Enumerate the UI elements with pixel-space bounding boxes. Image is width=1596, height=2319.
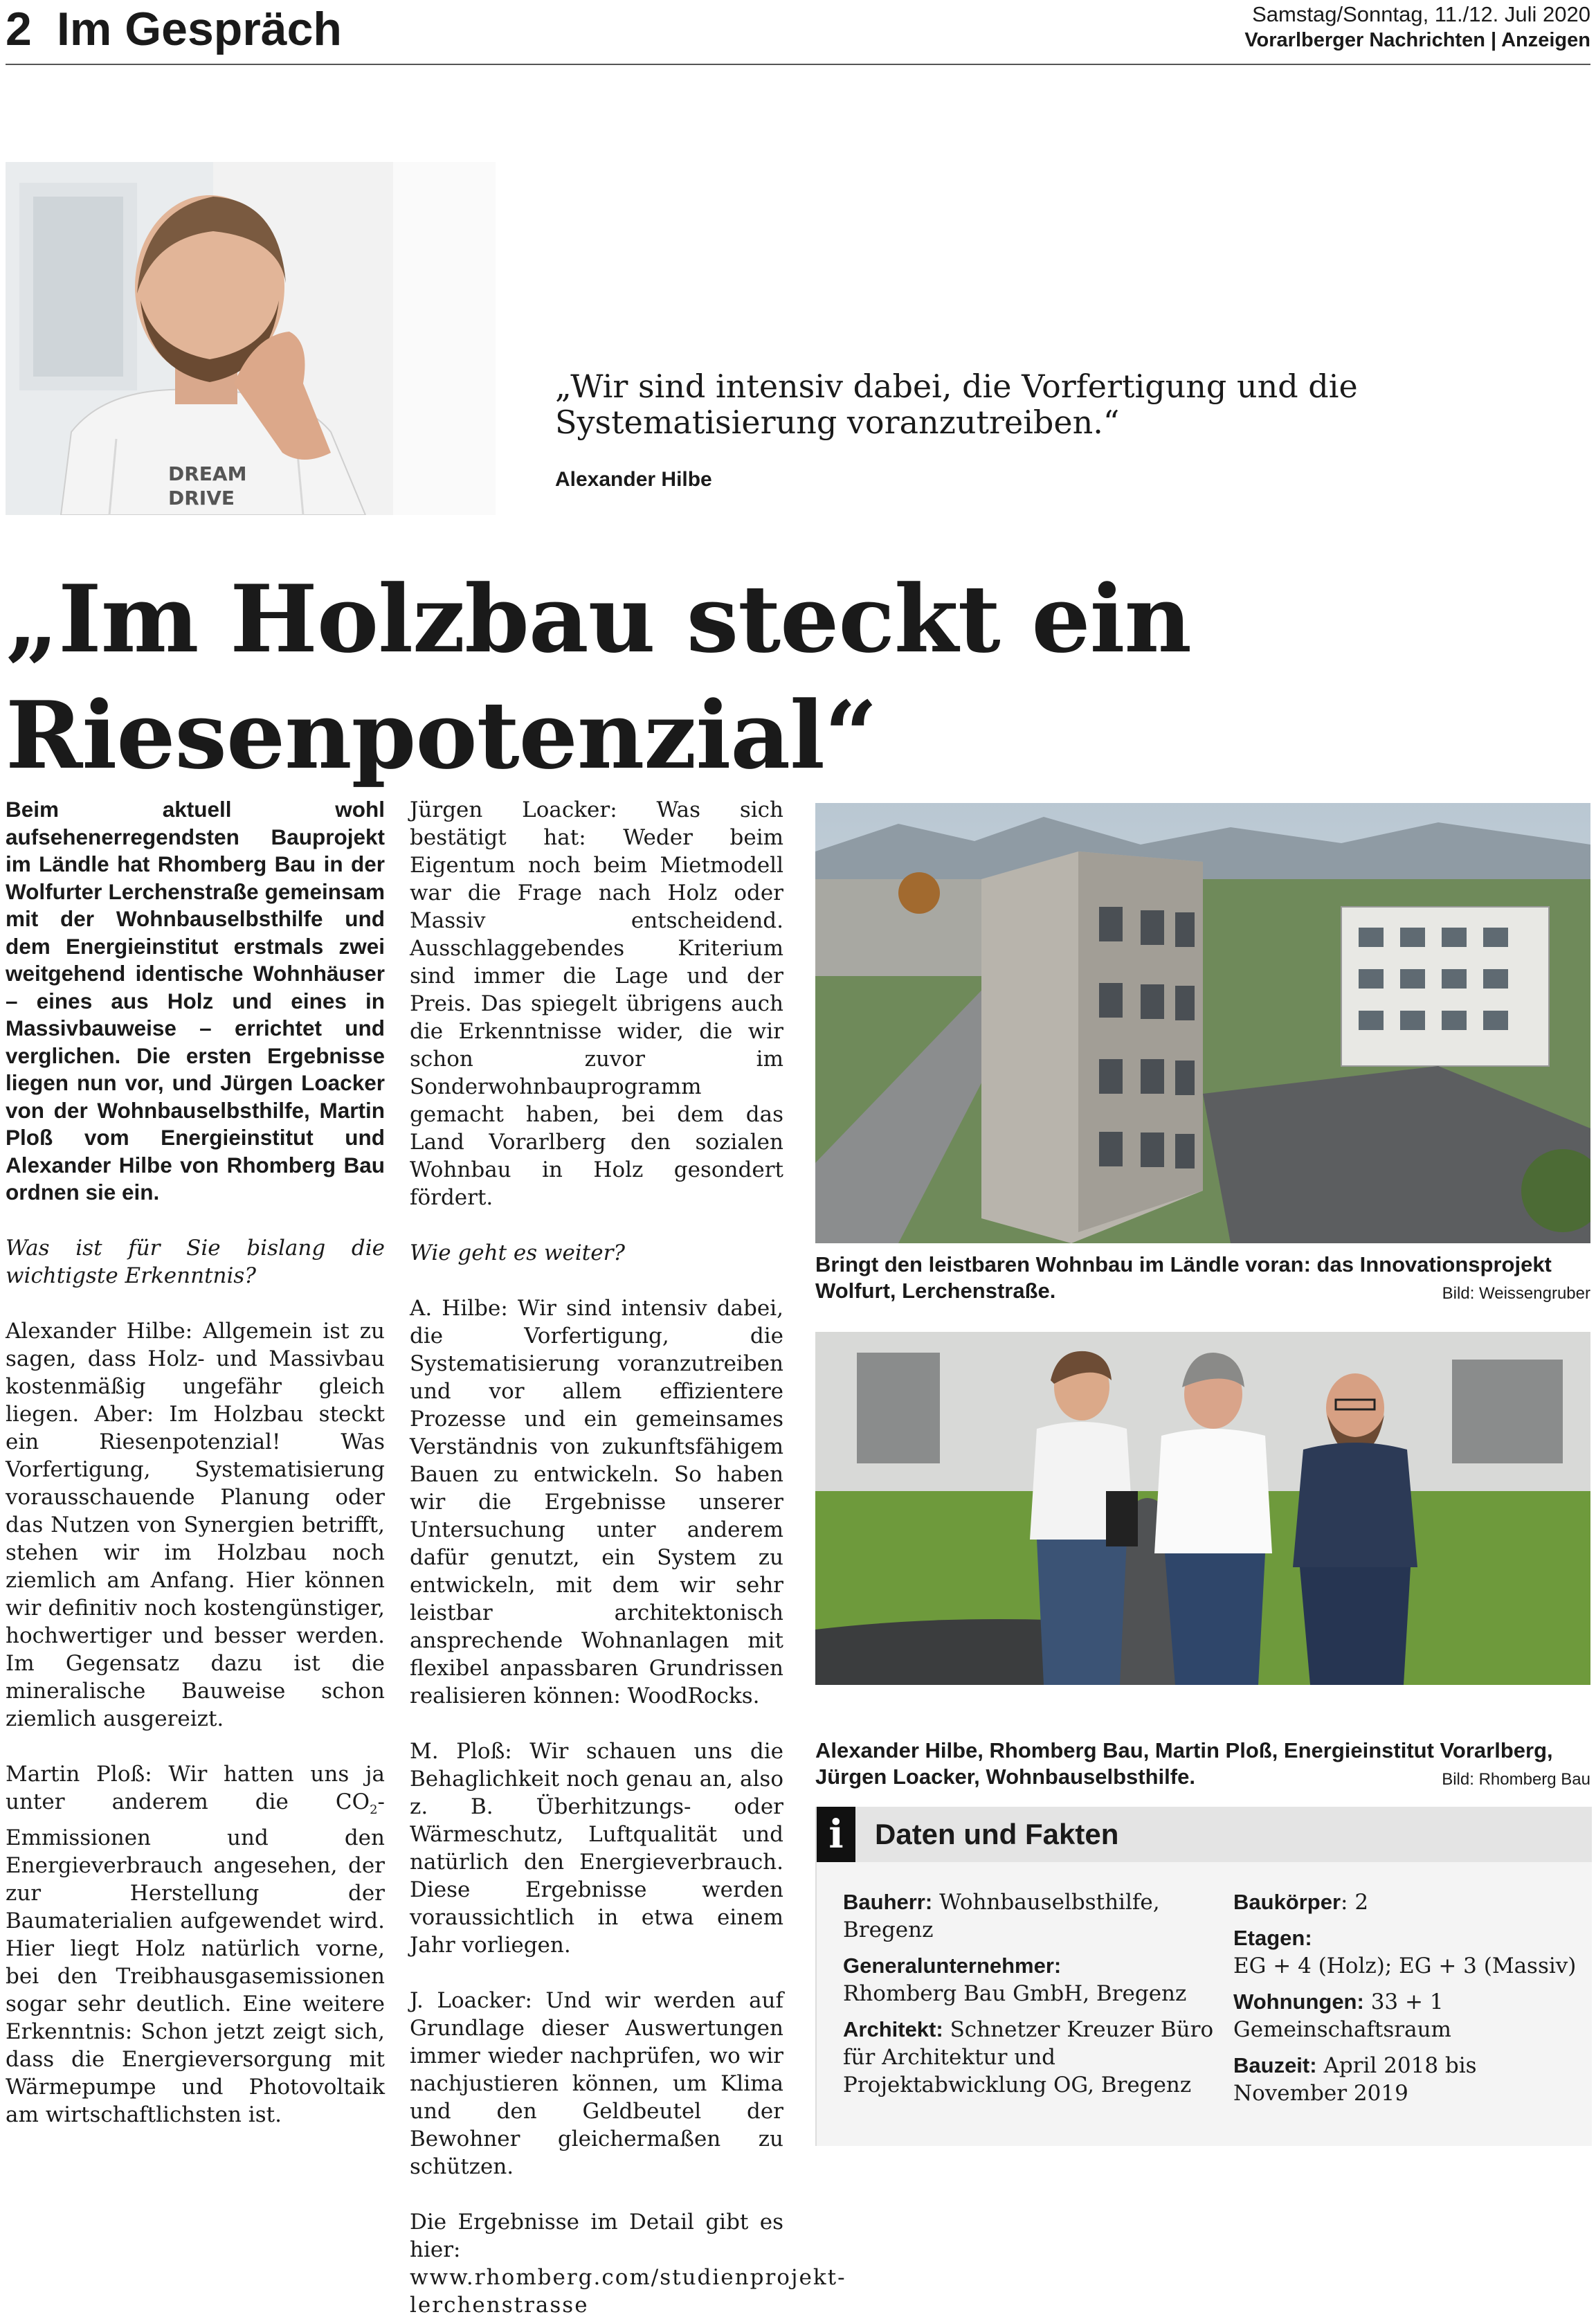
pull-quote: „Wir sind intensiv dabei, die Vorfertigung und die Systematisierung voranzutreiben.“ xyxy=(555,368,1358,441)
photo1-credit: Bild: Weissengruber xyxy=(1442,1284,1590,1303)
info-icon: i xyxy=(817,1807,855,1862)
answer-loacker-2: J. Loacker: Und wir werden auf Grundlage dieser Auswertungen immer wieder nachprüfen, wo wir nachjustieren können, um Klima und den Geldbeutel der Bewohner gleichermaßen zu schützen. xyxy=(410,1988,783,2179)
issue-date: Samstag/Sonntag, 11./12. Juli 2020 xyxy=(1252,2,1590,26)
page-header-info xyxy=(1244,1,1590,53)
facts-column-2 xyxy=(1233,1888,1579,2115)
answer-ploss-2: M. Ploß: Wir schauen uns die Behaglichkeit noch genau an, also z. B. Überhitzungs- oder Wärmeschutz, Luftqualität und natürlich den Energieverbrauch. Diese Ergebnisse werden voraussichtlich in etwa einem Jahr vorliegen. xyxy=(410,1739,783,1958)
facts-column-1 xyxy=(843,1888,1231,2107)
fact-baukoerper: Baukörper: 2 xyxy=(1233,1890,1369,1915)
fact-wohnungen: Wohnungen: 33 + 1 Gemeinschaftsraum xyxy=(1233,1989,1451,2042)
interview-question-1: Was ist für Sie bislang die wichtigste Erkenntnis? xyxy=(6,1235,385,1288)
fact-architekt: Architekt: Schnetzer Kreuzer Büro für Architektur und Projektabwicklung OG, Bregenz xyxy=(843,2017,1214,2097)
header-divider xyxy=(6,64,1590,65)
photo2-caption: Alexander Hilbe, Rhomberg Bau, Martin Ploß, Energieinstitut Vorarlberg, Jürgen Loacker, Wohnbauselbsthilfe. Bild: Rhomberg Bau xyxy=(815,1738,1590,1793)
closing-text: Die Ergebnisse im Detail gibt es hier: www.rhomberg.com/studienprojekt-lerchenstrasse xyxy=(410,2210,846,2318)
photo2-credit: Bild: Rhomberg Bau xyxy=(1442,1770,1590,1789)
svg-text:DRIVE: DRIVE xyxy=(168,487,235,509)
photo1-caption: Bringt den leistbaren Wohnbau im Ländle voran: das Innovationsprojekt Wolfurt, Lerchenstraße. Bild: Weissengruber xyxy=(815,1252,1590,1307)
answer-loacker-1: Jürgen Loacker: Was sich bestätigt hat: Weder beim Eigentum noch beim Mietmodell war die Frage nach Holz oder Massiv entscheidend. Ausschlaggebendes Kriterium sind immer die Lage und der Preis. Das spiegelt übrigens auch die Erkenntnisse wider, die wir schon zuvor im Sonderwohnbauprogramm gemacht haben, bei dem das Land Vorarlberg den sozialen Wohnbau in Holz gesondert fördert. xyxy=(410,797,783,1210)
fact-etagen: Etagen: EG + 4 (Holz); EG + 3 (Massiv) xyxy=(1233,1926,1577,1978)
fact-bauzeit: Bauzeit: April 2018 bis November 2019 xyxy=(1233,2053,1477,2106)
portrait-photo-alexander-hilbe xyxy=(6,162,496,515)
study-url: www.rhomberg.com/studienprojekt-lerchenstrasse xyxy=(410,2265,846,2318)
article-column-1 xyxy=(6,796,385,2156)
facts-header xyxy=(817,1807,1592,1862)
publication-name: Vorarlberger Nachrichten | Anzeigen xyxy=(1244,29,1590,51)
facts-box xyxy=(815,1807,1592,2146)
facts-title: Daten und Fakten xyxy=(875,1818,1119,1850)
fact-generalunternehmer: Generalunternehmer: Rhomberg Bau GmbH, Bregenz xyxy=(843,1953,1187,2006)
article-column-2 xyxy=(410,796,846,2319)
photo-housing-project xyxy=(815,803,1590,1243)
article-headline: „Im Holzbau steckt ein Riesenpotenzial“ xyxy=(6,564,1191,790)
photo-three-men xyxy=(815,1332,1590,1685)
quote-author: Alexander Hilbe xyxy=(555,468,712,491)
answer-hilbe-2: A. Hilbe: Wir sind intensiv dabei, die Vorfertigung, die Systematisierung voranzutreiben und vor allem effizientere Prozesse und ein gemeinsames Verständnis von zukunftsfähigem Bauen zu entwickeln. So haben wir die Ergebnisse unserer Untersuchung unter anderem dafür genutzt, ein System zu entwickeln, mit dem wir sehr leistbar architektonisch ansprechende Wohnanlagen mit flexibel anpassbaren Grundrissen realisieren können: WoodRocks. xyxy=(410,1296,783,1708)
answer-hilbe-1: Alexander Hilbe: Allgemein ist zu sagen, dass Holz- und Massivbau kostenmäßig ungefähr gleich liegen. Aber: Im Holzbau steckt ein Riesenpotenzial! Was Vorfertigung, Systematisierung vorausschauende Planung oder das Nutzen von Synergien betrifft, stehen wir im Holzbau noch ziemlich am Anfang. Hier können wir definitiv noch kostengünstiger, hochwertiger und besser werden. Im Gegensatz dazu ist die mineralische Bauweise schon ziemlich ausgereizt. xyxy=(6,1318,385,1731)
svg-text:DREAM: DREAM xyxy=(168,462,247,485)
answer-ploss-1: Martin Ploß: Wir hatten uns ja unter anderem die $CO_2$-Emmissionen und den Energieverbrauch angesehen, der zur Herstellung der Baumaterialien aufgewendet wird. Hier liegt Holz natürlich vorne, bei den Treibhausgasemissionen sogar sehr deutlich. Eine weitere Erkenntnis: Schon jetzt zeigt sich, dass die Energieversorgung mit Wärmepumpe und Photovoltaik am wirtschaftlichsten ist. xyxy=(6,1761,385,2127)
page-number: 2 xyxy=(6,3,32,55)
interview-question-2: Wie geht es weiter? xyxy=(410,1240,626,1265)
section-title: Im Gespräch xyxy=(57,3,342,55)
fact-bauherr: Bauherr: Wohnbauselbsthilfe, Bregenz xyxy=(843,1890,1160,1942)
article-lead: Beim aktuell wohl aufsehenerregendsten Bauprojekt im Ländle hat Rhomberg Bau in der Wolfurter Lerchenstraße gemeinsam mit der Wohnbauselbsthilfe und dem Energieinstitut erstmals zwei weitgehend identische Wohnhäuser – eines aus Holz und eines in Massivbauweise – errichtet und verglichen. Die ersten Ergebnisse liegen nun vor, und Jürgen Loacker von der Wohnbauselbsthilfe, Martin Ploß vom Energieinstitut und Alexander Hilbe von Rhomberg Bau ordnen sie ein. xyxy=(6,797,385,1204)
